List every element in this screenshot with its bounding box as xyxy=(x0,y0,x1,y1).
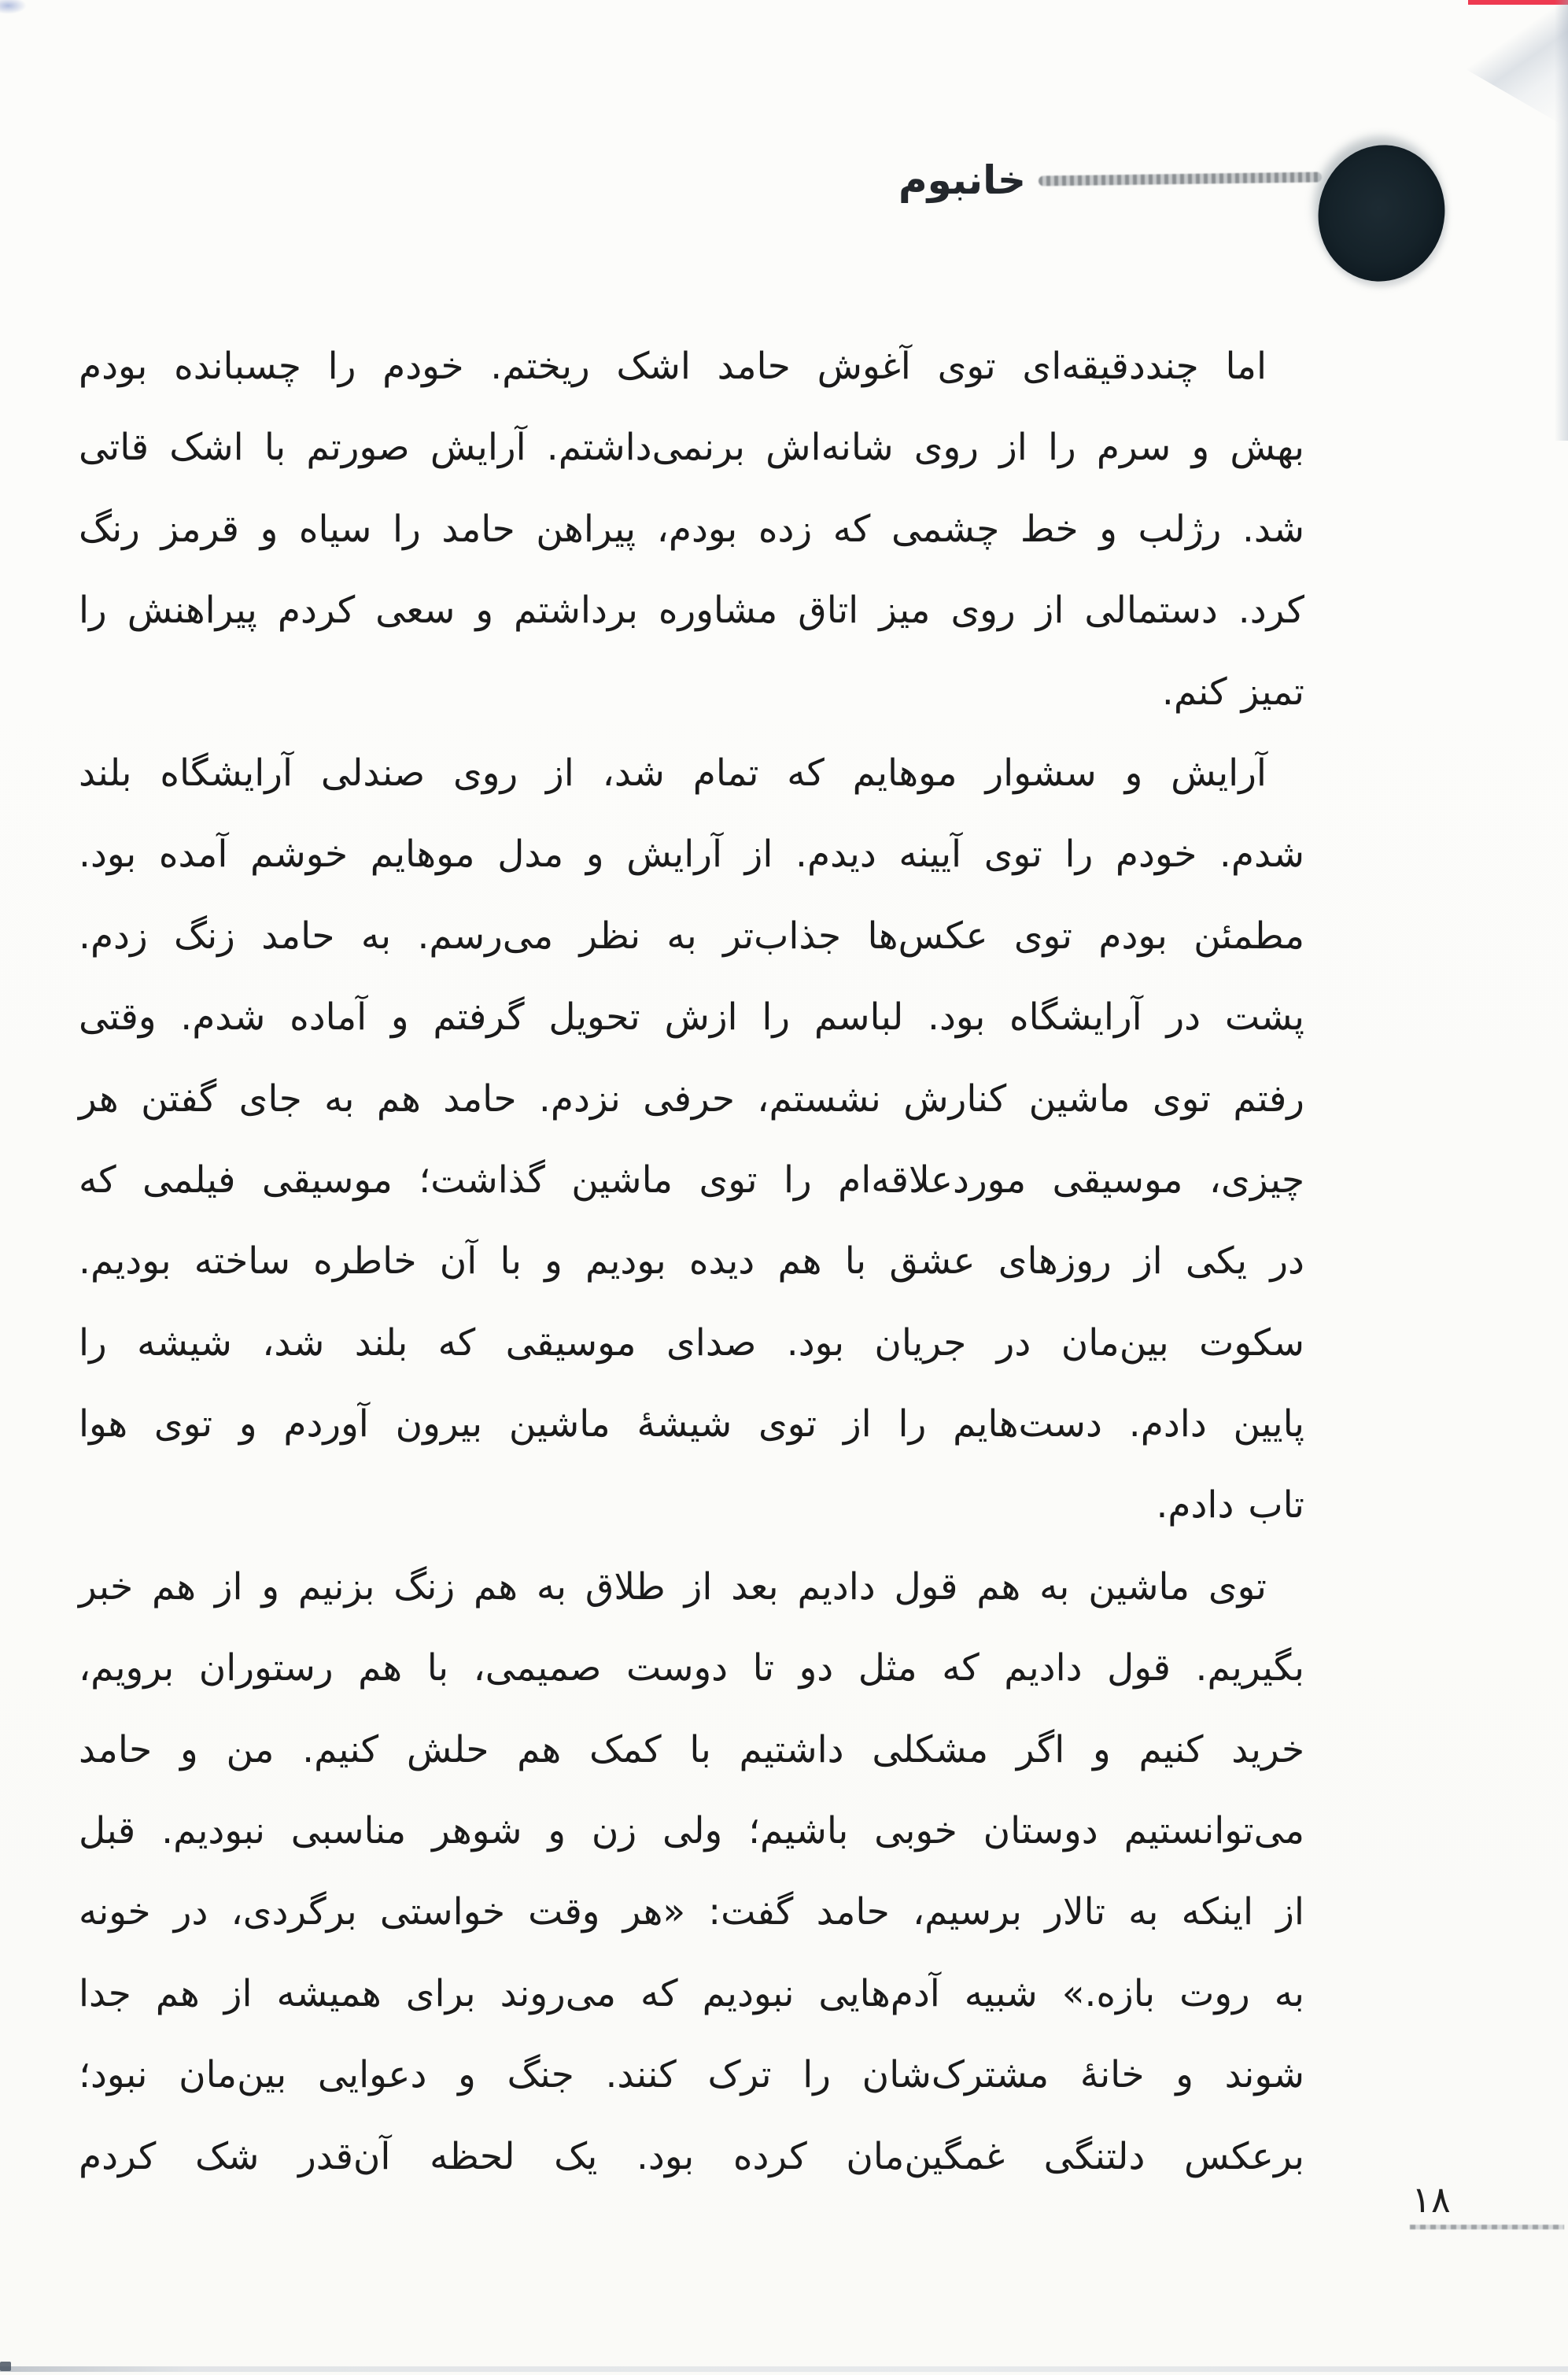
body-line: آرایش و سشوار موهایم که تمام شد، از روی صندلی آرایشگاه بلند xyxy=(79,751,1267,795)
scan-bottom-edge-line xyxy=(0,2366,1568,2372)
running-head-rule xyxy=(1039,172,1322,186)
body-line: سکوت بین‌مان در جریان بود. صدای موسیقی که بلند شد، شیشه را xyxy=(79,1320,1304,1365)
body-line: خرید کنیم و اگر مشکلی داشتیم با کمک هم حلش کنیم. من و حامد xyxy=(79,1727,1304,1771)
body-line: پایین دادم. دست‌هایم را از توی شیشهٔ ماشین بیرون آوردم و توی هوا xyxy=(79,1402,1304,1446)
scan-right-edge-shadow xyxy=(1555,0,1568,441)
body-line: پشت در آرایشگاه بود. لباسم را ازش تحویل گرفتم و آماده شدم. وقتی xyxy=(79,995,1304,1040)
body-line: از اینکه به تالار برسیم، حامد گفت: «هر وقت خواستی برگردی، در خونه xyxy=(79,1890,1304,1934)
body-line: اما چنددقیقه‌ای توی آغوش حامد اشک ریختم. خودم را چسبانده بودم xyxy=(79,345,1267,388)
page-curl-shadow xyxy=(1416,0,1568,159)
body-line: به روت بازه.» شبیه آدم‌هایی نبودیم که می‌روند برای همیشه از هم جدا xyxy=(79,1971,1304,2015)
body-line: شوند و خانهٔ مشترک‌شان را ترک کنند. جنگ و دعوایی بین‌مان نبود؛ xyxy=(79,2053,1304,2097)
page-number: ۱۸ xyxy=(1411,2178,1451,2221)
punch-hole-mark xyxy=(1304,131,1459,295)
body-line: توی ماشین به هم قول دادیم بعد از طلاق به هم زنگ بزنیم و از هم خبر xyxy=(79,1564,1267,1609)
body-line: شد. رژلب و خط چشمی که زده بودم، پیراهن حامد را سیاه و قرمز رنگ xyxy=(79,507,1304,551)
body-line: بگیریم. قول دادیم که مثل دو تا دوست صمیمی، با هم رستوران برویم، xyxy=(79,1646,1304,1690)
body-line: مطمئن بودم توی عکس‌ها جذاب‌تر به نظر می‌رسم. به حامد زنگ زدم. xyxy=(79,914,1304,958)
body-line: تمیز کنم. xyxy=(1161,670,1304,714)
page-number-rule xyxy=(1410,2225,1564,2229)
body-line: می‌توانستیم دوستان خوبی باشیم؛ ولی زن و شوهر مناسبی نبودیم. قبل xyxy=(79,1809,1304,1853)
body-line: رفتم توی ماشین کنارش نشستم، حرفی نزدم. حامد هم به جای گفتن هر xyxy=(79,1077,1304,1121)
body-line: شدم. خودم را توی آیینه دیدم. از آرایش و مدل موهایم خوشم آمده بود. xyxy=(79,833,1304,877)
body-line: در یکی از روزهای عشق با هم دیده بودیم و با آن خاطره ساخته بودیم. xyxy=(79,1239,1304,1284)
body-line: تاب دادم. xyxy=(1156,1483,1304,1527)
body-line: بهش و سرم را از روی شانه‌اش برنمی‌داشتم. آرایش صورتم با اشک قاتی xyxy=(79,426,1304,470)
scan-speck-bottom-left xyxy=(0,2362,11,2371)
running-head-title: خانبوم xyxy=(898,157,1026,203)
scan-speck-top-left xyxy=(0,0,27,14)
body-line: کرد. دستمالی از روی میز اتاق مشاوره برداشتم و سعی کردم پیراهنش را xyxy=(79,589,1304,633)
body-line: برعکس دلتنگی غمگین‌مان کرده بود. یک لحظه آن‌قدر شک کردم xyxy=(79,2134,1304,2178)
body-text xyxy=(79,326,1304,2197)
body-line: چیزی، موسیقی موردعلاقه‌ام را توی ماشین گذاشت؛ موسیقی فیلمی که xyxy=(79,1158,1304,1202)
